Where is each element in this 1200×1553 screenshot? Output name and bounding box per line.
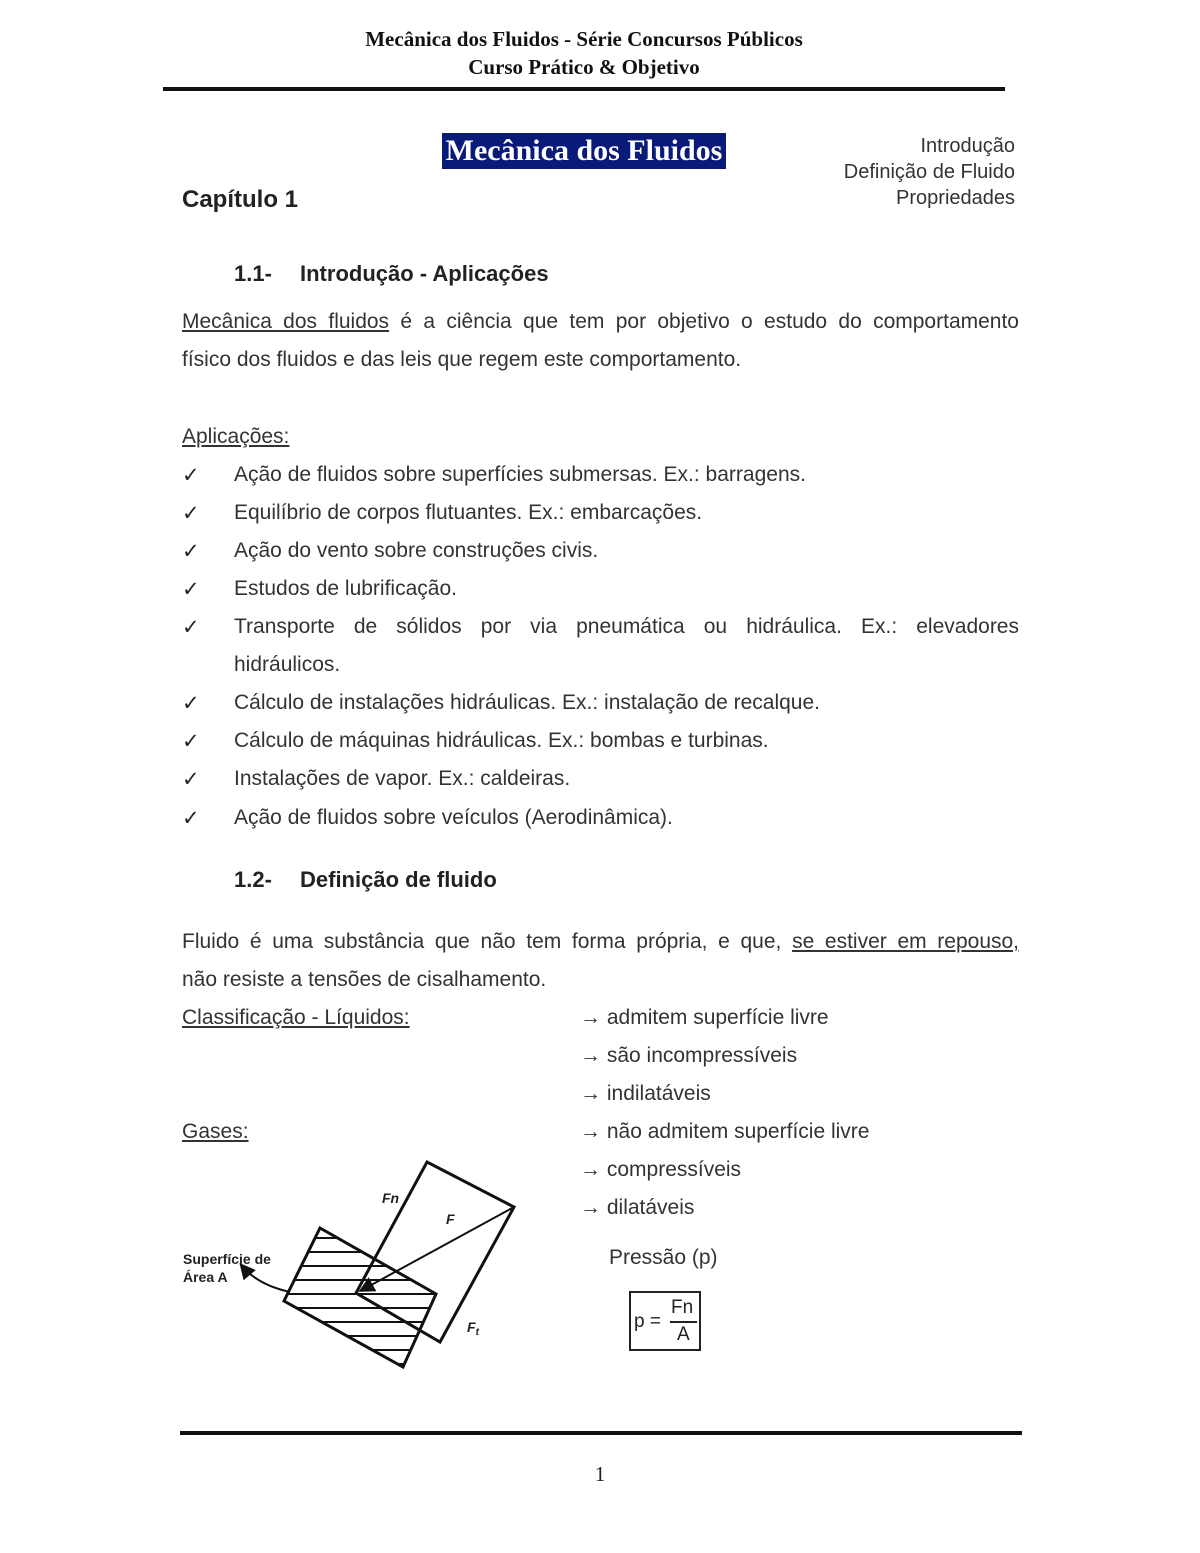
topics-list — [844, 133, 1015, 211]
check-icon: ✓ — [182, 578, 200, 601]
liquids-label: Classificação - Líquidos: — [182, 1006, 410, 1029]
gas-property-text: não admitem superfície livre — [606, 1120, 870, 1143]
liquid-property — [580, 1082, 711, 1106]
application-item: Cálculo de instalações hidráulicas. Ex.: instalação de recalque. — [234, 691, 821, 714]
pressure-title: Pressão (p) — [609, 1246, 718, 1269]
definition-text: é a ciência que tem por objetivo o estudo do comportamento — [400, 310, 1019, 333]
liquid-property-text: admitem superfície livre — [606, 1006, 829, 1029]
liquid-property — [580, 1006, 829, 1030]
check-icon: ✓ — [182, 502, 200, 525]
application-item: Equilíbrio de corpos flutuantes. Ex.: embarcações. — [234, 501, 703, 524]
applications-label: Aplicações: — [182, 425, 290, 448]
fluid-definition-line-1 — [182, 930, 1019, 954]
pressure-lhs: p = — [634, 1311, 661, 1332]
application-item: Ação de fluidos sobre superfícies submersas. Ex.: barragens. — [234, 463, 806, 486]
check-icon: ✓ — [182, 464, 200, 487]
section-1-title: Introdução - Aplicações — [300, 261, 549, 286]
header-subtitle: Curso Prático & Objetivo — [468, 55, 700, 79]
check-icon: ✓ — [182, 807, 200, 830]
force-f-label: F — [446, 1211, 455, 1227]
arrow-right-icon: → — [580, 1158, 601, 1181]
gas-property-text: compressíveis — [606, 1158, 742, 1181]
surface-label-2: Área A — [183, 1269, 228, 1285]
force-rectangle — [356, 1162, 514, 1342]
gas-property — [580, 1158, 741, 1182]
arrow-right-icon: → — [580, 1120, 601, 1143]
pressure-numerator: Fn — [671, 1297, 694, 1318]
force-fn-label: Fn — [382, 1190, 400, 1206]
arrow-right-icon: → — [580, 1006, 601, 1029]
gas-property-text: dilatáveis — [606, 1196, 695, 1219]
application-item: Instalações de vapor. Ex.: caldeiras. — [234, 767, 571, 790]
application-item: Transporte de sólidos por via pneumática ou hidráulica. Ex.: elevadores — [234, 615, 1019, 638]
fraction-bar — [670, 1321, 697, 1323]
application-item-continuation: hidráulicos. — [234, 653, 341, 676]
topic-item: Definição de Fluido — [843, 161, 1015, 183]
definition-line-2: físico dos fluidos e das leis que regem este comportamento. — [182, 348, 742, 371]
gases-label: Gases: — [182, 1120, 249, 1143]
check-icon: ✓ — [182, 616, 200, 639]
fluid-definition-text: Fluido é uma substância que não tem forma própria, e que, — [182, 930, 782, 953]
pressure-formula-box — [629, 1291, 701, 1351]
check-icon: ✓ — [182, 540, 200, 563]
chapter-heading: Capítulo 1 — [182, 186, 299, 213]
force-diagram — [170, 1150, 530, 1380]
surface-label-1: Superfície de — [183, 1251, 271, 1267]
surface-pointer-arrow — [242, 1266, 290, 1292]
force-ft-label: $F_t$ — [467, 1319, 479, 1338]
liquid-property — [580, 1044, 797, 1068]
fluid-definition-underlined: se estiver em repouso, — [792, 930, 1020, 953]
check-icon: ✓ — [182, 730, 200, 753]
application-item: Ação de fluidos sobre veículos (Aerodinâmica). — [234, 806, 673, 829]
application-item: Estudos de lubrificação. — [234, 577, 457, 600]
page-number: 1 — [594, 1462, 606, 1486]
footer-rule — [180, 1431, 1022, 1435]
header-title: Mecânica dos Fluidos - Série Concursos Públicos — [365, 27, 803, 51]
section-2-title: Definição de fluido — [300, 867, 497, 892]
fluid-definition-line-2: não resiste a tensões de cisalhamento. — [182, 968, 547, 991]
application-item: Ação do vento sobre construções civis. — [234, 539, 599, 562]
header-rule — [163, 87, 1005, 91]
liquid-property-text: são incompressíveis — [606, 1044, 798, 1067]
gas-property — [580, 1120, 869, 1144]
definition-term: Mecânica dos fluidos — [182, 310, 390, 333]
chapter-title-box: Mecânica dos Fluidos — [442, 133, 726, 169]
application-item: Cálculo de máquinas hidráulicas. Ex.: bombas e turbinas. — [234, 729, 769, 752]
arrow-right-icon: → — [580, 1196, 601, 1219]
liquid-property-text: indilatáveis — [606, 1082, 711, 1105]
topic-item: Propriedades — [896, 187, 1015, 209]
pressure-denominator: A — [677, 1324, 690, 1345]
topic-item: Introdução — [920, 135, 1015, 157]
arrow-right-icon: → — [580, 1082, 601, 1105]
check-icon: ✓ — [182, 768, 200, 791]
definition-line-1 — [182, 310, 1019, 334]
gas-property — [580, 1196, 694, 1220]
surface-area — [284, 1228, 436, 1367]
section-2-number: 1.2- — [234, 867, 272, 892]
check-icon: ✓ — [182, 692, 200, 715]
section-1-number: 1.1- — [234, 261, 272, 286]
arrow-right-icon: → — [580, 1044, 601, 1067]
